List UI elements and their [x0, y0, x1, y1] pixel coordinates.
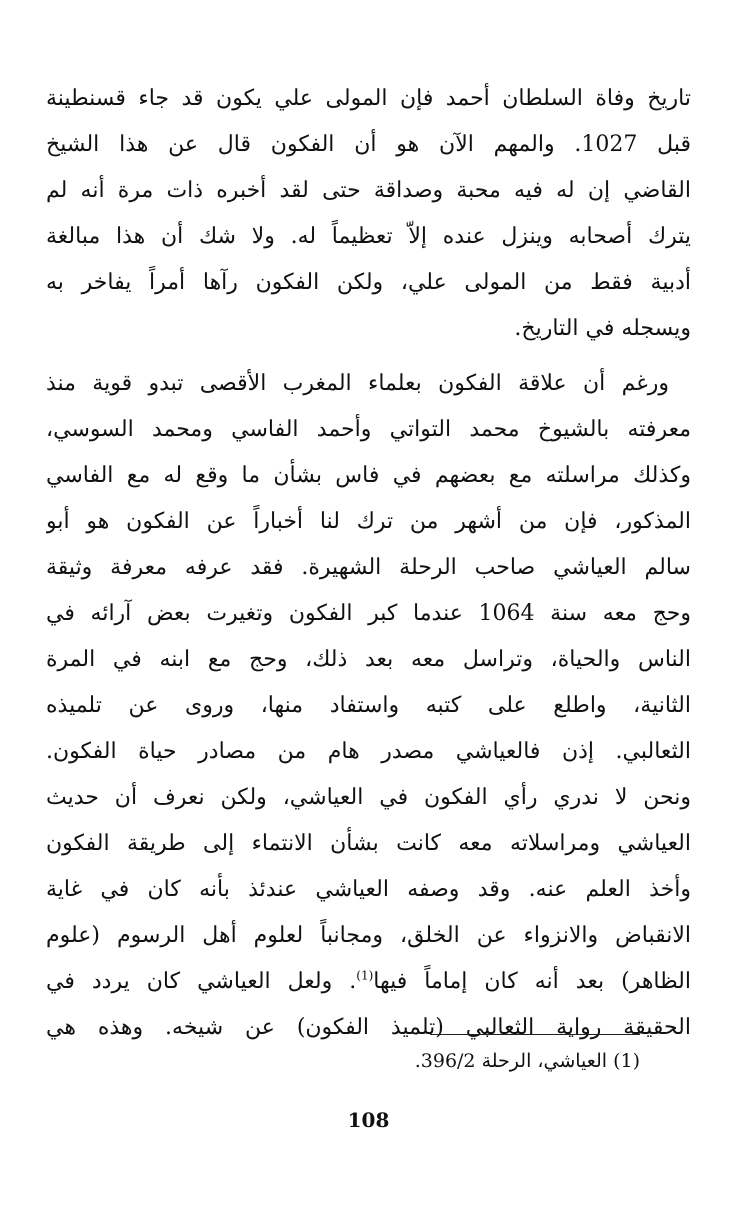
text-line: يترك أصحابه وينزل عنده إلاّ تعظيماً له. ولا شك أن هذا مبالغة: [46, 224, 691, 249]
text-line: الثعالبي. إذن فالعياشي مصدر هام من مصادر حياة الفكون.: [46, 739, 691, 764]
text-line: وكذلك مراسلته مع بعضهم في فاس بشأن ما وقع له مع الفاسي: [46, 463, 691, 488]
text-line: معرفته بالشيوخ محمد التواتي وأحمد الفاسي ومحمد السوسي،: [46, 417, 691, 442]
text-line: الثانية، واطلع على كتبه واستفاد منها، وروى عن تلميذه: [46, 693, 691, 718]
text-line-with-footnote-ref: [46, 959, 691, 1005]
page-number: 108: [347, 1108, 390, 1132]
text-line: سالم العياشي صاحب الرحلة الشهيرة. فقد عرفه معرفة وثيقة: [46, 555, 691, 580]
text-line: ورغم أن علاقة الفكون بعلماء المغرب الأقصى تبدو قوية منذ: [46, 371, 669, 396]
text-line: أدبية فقط من المولى علي، ولكن الفكون رآها أمراً يفاخر به: [46, 270, 691, 295]
text-line: الانقباض والانزواء عن الخلق، ومجانباً لعلوم أهل الرسوم (علوم: [46, 923, 691, 948]
paragraph-1: [46, 76, 691, 352]
text-line: الناس والحياة، وتراسل معه بعد ذلك، وحج مع ابنه في المرة: [46, 647, 691, 672]
body-text: [46, 76, 691, 1051]
paragraph-2: [46, 361, 691, 1051]
text-line: تاريخ وفاة السلطان أحمد فإن المولى علي يكون قد جاء قسنطينة: [46, 86, 691, 111]
text-line: ونحن لا ندري رأي الفكون في العياشي، ولكن نعرف أن حديث: [46, 785, 691, 810]
text-line: المذكور، فإن من أشهر من ترك لنا أخباراً عن الفكون هو أبو: [46, 509, 691, 534]
footnote: (1) العياشي، الرحلة 396/2.: [414, 1050, 640, 1072]
text-line: ويسجله في التاريخ.: [514, 316, 691, 341]
text-line: قبل 1027. والمهم الآن هو أن الفكون قال عن هذا الشيخ: [46, 132, 691, 157]
text-line: وحج معه سنة 1064 عندما كبر الفكون وتغيرت بعض آرائه في: [46, 601, 691, 626]
text-line: وأخذ العلم عنه. وقد وصفه العياشي عندئذ بأنه كان في غاية: [46, 877, 691, 902]
text-line: الحقيقة رواية الثعالبي (تلميذ الفكون) عن شيخه. وهذه هي: [46, 1015, 691, 1040]
footnote-marker[interactable]: (1): [356, 968, 374, 983]
text-line: القاضي إن له فيه محبة وصداقة حتى لقد أخبره ذات مرة أنه لم: [46, 178, 691, 203]
text-segment: الظاهر) بعد أنه كان إماماً فيها: [373, 969, 691, 994]
text-line: العياشي ومراسلاته معه كانت بشأن الانتماء إلى طريقة الفكون: [46, 831, 691, 856]
footnote-divider: [430, 1034, 640, 1035]
text-segment: . ولعل العياشي كان يردد في: [46, 969, 357, 994]
